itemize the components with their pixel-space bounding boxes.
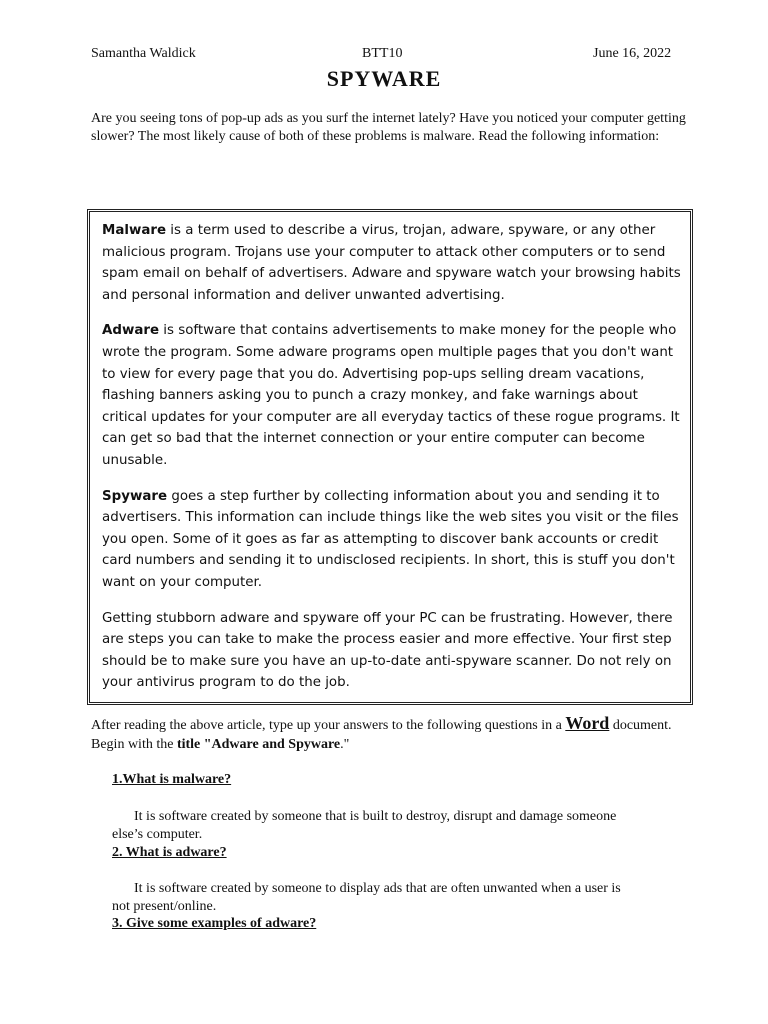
article-box	[87, 209, 693, 705]
answer-2-line-2: not present/online.	[112, 899, 217, 914]
malware-text: is a term used to describe a virus, trojan, adware, spyware, or any other malicious program. Trojans use your computer to attack other computers or to send spam email on behalf of advertisers. Adware and spyware watch your browsing habits and personal information and deliver unwanted advertising.	[102, 223, 681, 303]
instructions-end: ."	[340, 737, 350, 752]
course-code: BTT10	[362, 46, 403, 61]
adware-paragraph	[102, 320, 682, 471]
instructions-paragraph	[91, 714, 691, 754]
page-title: SPYWARE	[326, 66, 442, 91]
malware-paragraph	[102, 220, 682, 306]
intro-paragraph: Are you seeing tons of pop-up ads as you surf the internet lately? Have you noticed your computer getting slower? The most likely cause of both of these problems is malware. Read the following information:	[91, 111, 686, 144]
question-2: 2. What is adware?	[112, 845, 227, 860]
instructions-text-1: After reading the above article, type up your answers to the following questions in a	[91, 718, 566, 733]
quoted-title: "Adware and Spyware	[200, 737, 341, 752]
spyware-text: goes a step further by collecting information about you and sending it to advertisers. This information can include things like the web sites you visit or the files you open. Some of it goes as far as attempting to discover bank accounts or credit card numbers and sending it to undisclosed recipients. In short, this is stuff you don't want on your computer.	[102, 488, 679, 590]
adware-term: Adware	[102, 323, 160, 339]
spyware-term: Spyware	[102, 488, 168, 504]
article-text	[102, 220, 682, 708]
word-label: Word	[565, 713, 610, 733]
document-date: June 16, 2022	[593, 46, 672, 61]
question-1: 1.What is malware?	[112, 772, 232, 787]
closing-paragraph: Getting stubborn adware and spyware off your PC can be frustrating. However, there are steps you can take to make the process easier and more effective. Your first step should be to make sure you have an up-to-date anti-spyware scanner. Do not rely on your antivirus program to do the job.	[102, 610, 673, 691]
answer-2-line-1: It is software created by someone to display ads that are often unwanted when a user is	[134, 881, 621, 896]
instructions-text-2: document. Begin with the	[91, 718, 672, 752]
answer-2	[112, 880, 692, 898]
answer-1	[112, 808, 692, 826]
title-label: title	[176, 737, 201, 752]
adware-text: is software that contains advertisements to make money for the people who wrote the program. Some adware programs open multiple pages that you don't want to view for every page that you do. Advertising pop-ups selling dream vacations, flashing banners asking you to punch a crazy monkey, and fake warnings about critical updates for your computer are all everyday tactics of these rogue programs. It can get so bad that the internet connection or your entire computer can become unusable.	[102, 323, 680, 468]
spyware-paragraph	[102, 486, 682, 594]
author-name: Samantha Waldick	[91, 46, 196, 61]
answer-1-line-1: It is software created by someone that is built to destroy, disrupt and damage someone	[134, 809, 617, 824]
question-3: 3. Give some examples of adware?	[112, 916, 317, 931]
answer-1-line-2: else’s computer.	[112, 827, 203, 842]
malware-term: Malware	[102, 223, 167, 238]
